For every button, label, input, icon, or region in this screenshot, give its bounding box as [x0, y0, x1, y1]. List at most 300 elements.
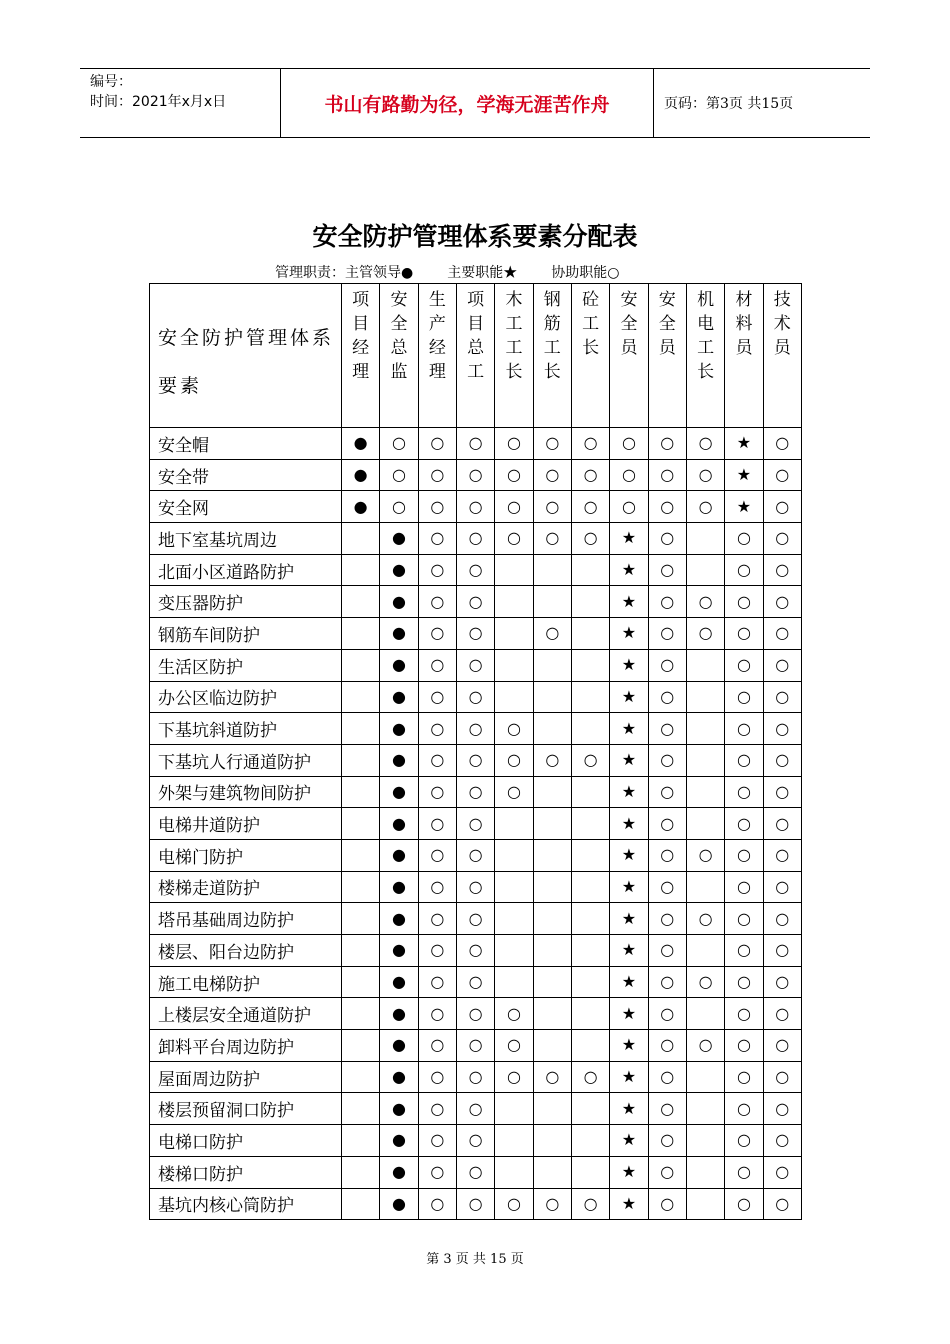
role-mark-cell: ○	[763, 649, 801, 681]
role-mark-cell: ○	[686, 1030, 724, 1062]
role-mark-cell: ●	[380, 966, 418, 998]
role-mark-cell: ○	[725, 935, 763, 967]
role-mark-cell: ○	[648, 586, 686, 618]
role-mark-cell	[342, 1125, 380, 1157]
role-mark-cell: ○	[725, 903, 763, 935]
column-header-label: 生产经理	[428, 290, 446, 382]
table-row	[150, 998, 802, 1030]
role-mark-cell: ○	[456, 586, 494, 618]
role-mark-cell	[342, 808, 380, 840]
role-mark-cell: ○	[571, 459, 609, 491]
legend	[275, 262, 653, 282]
role-mark-cell: ○	[571, 744, 609, 776]
role-mark-cell: ○	[418, 1030, 456, 1062]
role-mark-cell: ★	[725, 459, 763, 491]
role-mark-cell: ○	[725, 998, 763, 1030]
table-row	[150, 776, 802, 808]
table-row	[150, 1125, 802, 1157]
role-mark-cell: ○	[495, 1061, 533, 1093]
role-mark-cell: ★	[610, 776, 648, 808]
role-mark-cell	[495, 808, 533, 840]
role-mark-cell: ○	[418, 871, 456, 903]
role-mark-cell	[342, 776, 380, 808]
role-mark-cell: ○	[763, 998, 801, 1030]
role-mark-cell	[571, 649, 609, 681]
role-mark-cell	[495, 554, 533, 586]
element-name-cell: 楼层、阳台边防护	[150, 935, 342, 967]
role-mark-cell: ○	[648, 998, 686, 1030]
table-row	[150, 1188, 802, 1220]
role-mark-cell: ★	[610, 618, 648, 650]
role-mark-cell	[571, 808, 609, 840]
role-mark-cell: ○	[763, 713, 801, 745]
column-header	[418, 284, 456, 428]
role-mark-cell: ○	[686, 903, 724, 935]
element-name-cell: 楼梯走道防护	[150, 871, 342, 903]
column-header-label: 安全总监	[390, 290, 408, 382]
column-header	[571, 284, 609, 428]
role-mark-cell: ○	[456, 649, 494, 681]
element-name-cell: 下基坑斜道防护	[150, 713, 342, 745]
role-mark-cell: ○	[763, 554, 801, 586]
table-row	[150, 649, 802, 681]
role-mark-cell: ○	[456, 1188, 494, 1220]
element-name-cell: 北面小区道路防护	[150, 554, 342, 586]
element-name-cell: 安全网	[150, 491, 342, 523]
role-mark-cell: ○	[456, 1156, 494, 1188]
role-mark-cell: ○	[495, 744, 533, 776]
role-mark-cell	[342, 935, 380, 967]
table-row	[150, 1093, 802, 1125]
column-header-label: 安全员	[658, 290, 676, 358]
role-mark-cell: ○	[648, 1125, 686, 1157]
table-row	[150, 903, 802, 935]
role-mark-cell	[571, 966, 609, 998]
role-mark-cell	[533, 935, 571, 967]
role-mark-cell	[686, 649, 724, 681]
role-mark-cell: ○	[725, 523, 763, 555]
role-mark-cell: ●	[380, 998, 418, 1030]
role-mark-cell: ●	[380, 586, 418, 618]
role-mark-cell: ○	[380, 428, 418, 460]
role-mark-cell: ●	[380, 1093, 418, 1125]
role-mark-cell: ○	[418, 1093, 456, 1125]
role-mark-cell	[342, 1188, 380, 1220]
role-mark-cell: ○	[418, 586, 456, 618]
role-mark-cell: ●	[380, 871, 418, 903]
role-mark-cell	[571, 903, 609, 935]
role-mark-cell	[533, 966, 571, 998]
role-mark-cell	[571, 776, 609, 808]
table-row	[150, 459, 802, 491]
role-mark-cell: ○	[725, 586, 763, 618]
role-mark-cell: ○	[418, 1061, 456, 1093]
role-mark-cell	[342, 523, 380, 555]
role-mark-cell: ○	[763, 744, 801, 776]
role-mark-cell: ○	[648, 935, 686, 967]
role-mark-cell	[342, 998, 380, 1030]
role-mark-cell: ○	[725, 808, 763, 840]
element-name-cell: 上楼层安全通道防护	[150, 998, 342, 1030]
role-mark-cell: ○	[763, 808, 801, 840]
role-mark-cell	[533, 808, 571, 840]
column-header-label: 安全员	[620, 290, 638, 358]
role-mark-cell	[495, 966, 533, 998]
column-header	[725, 284, 763, 428]
role-mark-cell: ○	[418, 681, 456, 713]
table-row	[150, 1061, 802, 1093]
corner-header: 安全防护管理体系要素	[150, 284, 342, 428]
table-row	[150, 1156, 802, 1188]
role-mark-cell: ○	[495, 998, 533, 1030]
role-mark-cell: ○	[648, 491, 686, 523]
page-footer: 第 3 页 共 15 页	[426, 1252, 524, 1267]
element-name-cell: 基坑内核心筒防护	[150, 1188, 342, 1220]
role-mark-cell	[342, 966, 380, 998]
role-mark-cell: ○	[456, 871, 494, 903]
role-mark-cell: ○	[763, 903, 801, 935]
role-mark-cell	[571, 871, 609, 903]
role-mark-cell: ○	[418, 935, 456, 967]
role-mark-cell: ★	[610, 903, 648, 935]
legend-main-role: 主要职能★	[447, 265, 518, 281]
role-mark-cell: ○	[456, 428, 494, 460]
role-mark-cell	[686, 1093, 724, 1125]
allocation-table	[149, 283, 802, 1220]
role-mark-cell: ○	[648, 713, 686, 745]
role-mark-cell: ○	[648, 744, 686, 776]
role-mark-cell: ○	[495, 713, 533, 745]
role-mark-cell: ★	[610, 808, 648, 840]
role-mark-cell: ○	[495, 776, 533, 808]
role-mark-cell: ○	[418, 966, 456, 998]
role-mark-cell	[342, 1030, 380, 1062]
role-mark-cell: ●	[380, 839, 418, 871]
role-mark-cell: ●	[380, 1188, 418, 1220]
element-name-cell: 外架与建筑物间防护	[150, 776, 342, 808]
role-mark-cell: ○	[418, 903, 456, 935]
role-mark-cell	[571, 681, 609, 713]
role-mark-cell: ○	[571, 491, 609, 523]
role-mark-cell: ●	[380, 1030, 418, 1062]
role-mark-cell	[342, 554, 380, 586]
role-mark-cell: ○	[571, 428, 609, 460]
role-mark-cell: ★	[725, 491, 763, 523]
role-mark-cell: ★	[725, 428, 763, 460]
role-mark-cell: ○	[456, 966, 494, 998]
role-mark-cell: ★	[610, 839, 648, 871]
role-mark-cell	[686, 871, 724, 903]
role-mark-cell: ○	[533, 1188, 571, 1220]
role-mark-cell	[686, 681, 724, 713]
role-mark-cell: ★	[610, 998, 648, 1030]
column-header-label: 钢筋工长	[543, 290, 561, 382]
role-mark-cell: ○	[456, 523, 494, 555]
role-mark-cell	[495, 586, 533, 618]
role-mark-cell: ○	[763, 1125, 801, 1157]
role-mark-cell: ○	[763, 1156, 801, 1188]
role-mark-cell: ★	[610, 966, 648, 998]
role-mark-cell: ●	[380, 935, 418, 967]
column-header-label: 木工工长	[505, 290, 523, 382]
column-header-label: 技术员	[773, 290, 791, 358]
role-mark-cell: ○	[418, 839, 456, 871]
role-mark-cell	[342, 618, 380, 650]
role-mark-cell: ★	[610, 681, 648, 713]
role-mark-cell: ○	[495, 428, 533, 460]
role-mark-cell: ○	[495, 1030, 533, 1062]
role-mark-cell	[686, 998, 724, 1030]
role-mark-cell: ○	[725, 1061, 763, 1093]
role-mark-cell: ●	[380, 808, 418, 840]
role-mark-cell: ○	[648, 1093, 686, 1125]
role-mark-cell	[686, 935, 724, 967]
role-mark-cell: ○	[725, 1030, 763, 1062]
table-row	[150, 935, 802, 967]
table-row	[150, 491, 802, 523]
role-mark-cell: ○	[648, 776, 686, 808]
role-mark-cell: ○	[648, 808, 686, 840]
table-row	[150, 554, 802, 586]
role-mark-cell	[342, 1093, 380, 1125]
legend-lead-role: 管理职责：主管领导●	[275, 265, 414, 281]
table-row	[150, 744, 802, 776]
role-mark-cell: ★	[610, 1188, 648, 1220]
role-mark-cell: ○	[495, 459, 533, 491]
role-mark-cell: ○	[648, 1188, 686, 1220]
role-mark-cell	[571, 1125, 609, 1157]
role-mark-cell: ○	[648, 618, 686, 650]
role-mark-cell: ○	[648, 428, 686, 460]
role-mark-cell: ●	[380, 649, 418, 681]
role-mark-cell: ○	[456, 1093, 494, 1125]
role-mark-cell: ●	[380, 776, 418, 808]
role-mark-cell	[686, 554, 724, 586]
role-mark-cell	[686, 523, 724, 555]
role-mark-cell: ○	[418, 428, 456, 460]
role-mark-cell: ○	[533, 428, 571, 460]
column-header	[610, 284, 648, 428]
role-mark-cell: ○	[763, 618, 801, 650]
role-mark-cell: ○	[648, 871, 686, 903]
role-mark-cell: ○	[763, 586, 801, 618]
role-mark-cell	[571, 586, 609, 618]
role-mark-cell	[495, 871, 533, 903]
column-header	[495, 284, 533, 428]
role-mark-cell: ●	[380, 523, 418, 555]
role-mark-cell: ○	[495, 491, 533, 523]
role-mark-cell: ○	[648, 903, 686, 935]
role-mark-cell: ○	[725, 871, 763, 903]
table-row	[150, 523, 802, 555]
role-mark-cell: ○	[763, 1061, 801, 1093]
role-mark-cell: ○	[648, 1061, 686, 1093]
page-header	[80, 68, 870, 138]
role-mark-cell: ○	[725, 1125, 763, 1157]
role-mark-cell	[686, 1156, 724, 1188]
table-row	[150, 808, 802, 840]
role-mark-cell: ○	[686, 966, 724, 998]
role-mark-cell: ○	[763, 935, 801, 967]
element-name-cell: 钢筋车间防护	[150, 618, 342, 650]
role-mark-cell	[342, 1156, 380, 1188]
role-mark-cell	[342, 903, 380, 935]
role-mark-cell: ●	[380, 1125, 418, 1157]
role-mark-cell: ○	[456, 776, 494, 808]
role-mark-cell: ●	[342, 491, 380, 523]
role-mark-cell: ★	[610, 871, 648, 903]
role-mark-cell	[533, 903, 571, 935]
role-mark-cell	[495, 681, 533, 713]
element-name-cell: 安全帽	[150, 428, 342, 460]
role-mark-cell: ○	[418, 618, 456, 650]
role-mark-cell	[342, 1061, 380, 1093]
role-mark-cell	[571, 713, 609, 745]
role-mark-cell: ○	[495, 523, 533, 555]
role-mark-cell: ○	[763, 491, 801, 523]
role-mark-cell: ○	[763, 1030, 801, 1062]
role-mark-cell: ○	[610, 459, 648, 491]
role-mark-cell: ○	[763, 523, 801, 555]
role-mark-cell: ○	[725, 839, 763, 871]
element-name-cell: 电梯门防护	[150, 839, 342, 871]
role-mark-cell	[533, 713, 571, 745]
role-mark-cell	[533, 776, 571, 808]
table-row	[150, 713, 802, 745]
element-name-cell: 卸料平台周边防护	[150, 1030, 342, 1062]
role-mark-cell: ○	[380, 459, 418, 491]
role-mark-cell	[533, 871, 571, 903]
role-mark-cell	[533, 1125, 571, 1157]
role-mark-cell: ●	[380, 681, 418, 713]
role-mark-cell	[495, 839, 533, 871]
role-mark-cell: ○	[571, 523, 609, 555]
role-mark-cell	[571, 839, 609, 871]
role-mark-cell: ○	[648, 839, 686, 871]
element-name-cell: 办公区临边防护	[150, 681, 342, 713]
role-mark-cell	[342, 871, 380, 903]
document-number-label: 编号：	[90, 74, 132, 90]
role-mark-cell: ○	[456, 1030, 494, 1062]
role-mark-cell: ●	[380, 618, 418, 650]
element-name-cell: 地下室基坑周边	[150, 523, 342, 555]
role-mark-cell: ○	[418, 776, 456, 808]
role-mark-cell	[342, 839, 380, 871]
role-mark-cell: ○	[725, 618, 763, 650]
role-mark-cell: ★	[610, 1093, 648, 1125]
role-mark-cell: ○	[418, 1156, 456, 1188]
role-mark-cell: ○	[763, 871, 801, 903]
role-mark-cell: ○	[725, 1093, 763, 1125]
column-header	[380, 284, 418, 428]
role-mark-cell: ○	[533, 618, 571, 650]
element-name-cell: 电梯口防护	[150, 1125, 342, 1157]
role-mark-cell: ○	[725, 776, 763, 808]
role-mark-cell	[686, 776, 724, 808]
role-mark-cell: ○	[456, 681, 494, 713]
element-name-cell: 塔吊基础周边防护	[150, 903, 342, 935]
role-mark-cell: ●	[342, 428, 380, 460]
role-mark-cell: ○	[648, 1156, 686, 1188]
role-mark-cell: ○	[418, 491, 456, 523]
table-row	[150, 586, 802, 618]
role-mark-cell	[571, 1030, 609, 1062]
role-mark-cell	[571, 554, 609, 586]
role-mark-cell	[495, 618, 533, 650]
role-mark-cell	[533, 998, 571, 1030]
role-mark-cell: ○	[456, 1061, 494, 1093]
table-row	[150, 871, 802, 903]
role-mark-cell: ○	[686, 618, 724, 650]
role-mark-cell: ○	[456, 491, 494, 523]
column-header	[648, 284, 686, 428]
element-name-cell: 楼层预留洞口防护	[150, 1093, 342, 1125]
role-mark-cell	[495, 1093, 533, 1125]
table-row	[150, 681, 802, 713]
role-mark-cell: ○	[456, 903, 494, 935]
role-mark-cell: ○	[418, 744, 456, 776]
column-header-label: 项目总工	[467, 290, 485, 382]
table-body	[150, 428, 802, 1220]
role-mark-cell: ●	[380, 744, 418, 776]
role-mark-cell: ○	[533, 491, 571, 523]
role-mark-cell: ○	[456, 554, 494, 586]
role-mark-cell: ★	[610, 1156, 648, 1188]
header-page-number: 页码：第3页 共15页	[664, 96, 794, 112]
element-name-cell: 屋面周边防护	[150, 1061, 342, 1093]
role-mark-cell: ○	[763, 776, 801, 808]
role-mark-cell: ●	[342, 459, 380, 491]
role-mark-cell: ○	[418, 1125, 456, 1157]
element-name-cell: 生活区防护	[150, 649, 342, 681]
role-mark-cell: ○	[456, 935, 494, 967]
role-mark-cell: ○	[495, 1188, 533, 1220]
role-mark-cell: ○	[725, 1188, 763, 1220]
role-mark-cell: ○	[648, 1030, 686, 1062]
role-mark-cell: ○	[686, 459, 724, 491]
role-mark-cell	[686, 1188, 724, 1220]
role-mark-cell	[533, 681, 571, 713]
role-mark-cell: ○	[763, 681, 801, 713]
role-mark-cell	[571, 1156, 609, 1188]
role-mark-cell: ○	[763, 966, 801, 998]
role-mark-cell	[571, 998, 609, 1030]
role-mark-cell: ★	[610, 1125, 648, 1157]
element-name-cell: 变压器防护	[150, 586, 342, 618]
role-mark-cell: ○	[533, 744, 571, 776]
role-mark-cell: ●	[380, 713, 418, 745]
role-mark-cell	[533, 554, 571, 586]
role-mark-cell	[686, 1125, 724, 1157]
element-name-cell: 楼梯口防护	[150, 1156, 342, 1188]
role-mark-cell: ○	[725, 681, 763, 713]
role-mark-cell: ★	[610, 935, 648, 967]
role-mark-cell: ○	[763, 1093, 801, 1125]
role-mark-cell	[495, 649, 533, 681]
role-mark-cell	[495, 1156, 533, 1188]
header-motto: 书山有路勤为径，学海无涯苦作舟	[281, 69, 654, 137]
role-mark-cell	[533, 649, 571, 681]
role-mark-cell: ○	[456, 459, 494, 491]
role-mark-cell: ★	[610, 554, 648, 586]
role-mark-cell: ○	[418, 554, 456, 586]
role-mark-cell: ○	[763, 428, 801, 460]
table-row	[150, 618, 802, 650]
table-row	[150, 966, 802, 998]
role-mark-cell: ○	[418, 713, 456, 745]
role-mark-cell: ○	[763, 459, 801, 491]
role-mark-cell	[342, 586, 380, 618]
